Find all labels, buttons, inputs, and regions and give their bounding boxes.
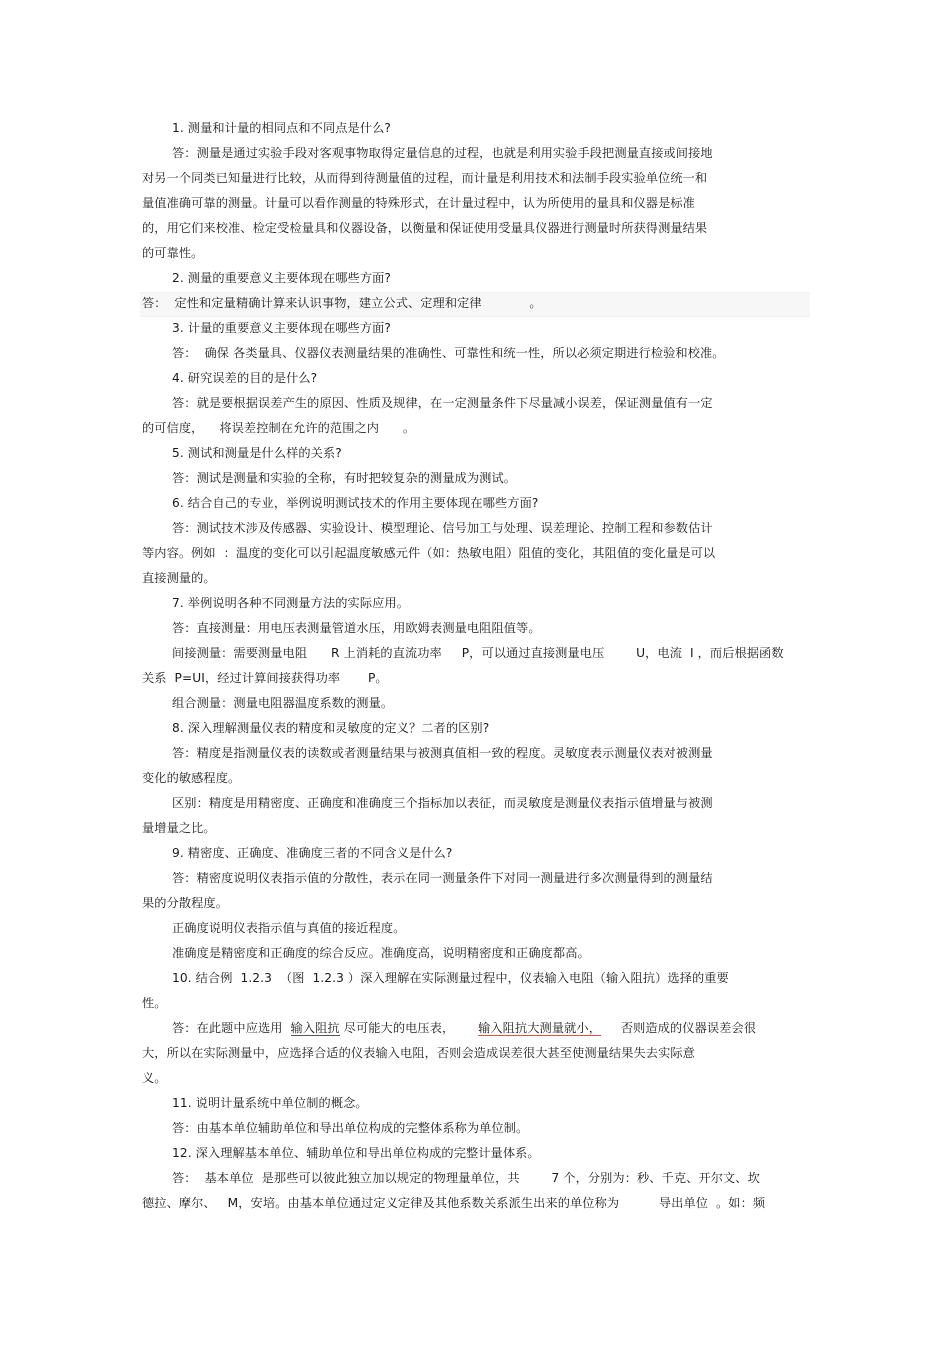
answer-line-underlined: [172, 1020, 756, 1036]
answer-line: 间接测量：需要测量电阻 R 上消耗的直流功率 P，可以通过直接测量电压 U，电流 I ，而后根据函数: [172, 646, 784, 660]
answer-line: 的可信度， 将误差控制在允许的范围之内 。: [142, 421, 416, 435]
answer-line: 答： 基本单位 是那些可以彼此独立加以规定的物理量单位，共 7 个，分别为：秒、千克、开尔文、坎: [172, 1171, 760, 1185]
answer-text: 尽可能大的电压表，: [339, 1021, 479, 1035]
question-2: 2. 测量的重要意义主要体现在哪些方面?: [172, 271, 391, 285]
answer-line: 答：精度是指测量仪表的读数或者测量结果与被测真值相一致的程度。灵敏度表示测量仪表对被测量: [172, 746, 713, 760]
answer-text: 否则造成的仪器误差会很: [600, 1021, 757, 1035]
question-6: 6. 结合自己的专业，举例说明测试技术的作用主要体现在哪些方面?: [172, 496, 539, 510]
answer-line: 区别：精度是用精密度、正确度和准确度三个指标加以表征，而灵敏度是测量仪表指示值增量与被测: [172, 796, 713, 810]
question-4: 4. 研究误差的目的是什么?: [172, 371, 318, 385]
answer-line: 直接测量的。: [142, 571, 216, 585]
answer-line: 的可靠性。: [142, 246, 204, 260]
underlined-term: 输入阻抗大测量就小，: [478, 1021, 601, 1035]
answer-line: 大，所以在实际测量中，应选择合适的仪表输入电阻，否则会造成误差很大甚至使测量结果失去实际意: [142, 1046, 695, 1060]
answer-line: 变化的敏感程度。: [142, 771, 241, 785]
answer-line: 答：就是要根据误差产生的原因、性质及规律，在一定测量条件下尽量减小误差，保证测量值有一定: [172, 396, 713, 410]
question-7: 7. 举例说明各种不同测量方法的实际应用。: [172, 596, 409, 610]
answer-line: 答：测量是通过实验手段对客观事物取得定量信息的过程，也就是利用实验手段把测量直接或间接地: [172, 146, 713, 160]
answer-line: 答： 定性和定量精确计算来认识事物，建立公式、定理和定律 。: [142, 296, 542, 310]
question-line: 性。: [142, 996, 167, 1010]
answer-line: 关系 P=UI，经过计算间接获得功率 P。: [142, 671, 388, 685]
answer-line: 正确度说明仪表指示值与真值的接近程度。: [172, 921, 406, 935]
answer-line: 答： 确保 各类量具、仪器仪表测量结果的准确性、可靠性和统一性，所以必须定期进行检验和校准。: [172, 346, 725, 360]
answer-line: 果的分散程度。: [142, 896, 229, 910]
answer-line: 答：测试技术涉及传感器、实验设计、模型理论、信号加工与处理、误差理论、控制工程和参数估计: [172, 521, 713, 535]
question-5: 5. 测试和测量是什么样的关系?: [172, 446, 342, 460]
answer-line: 义。: [142, 1071, 167, 1085]
answer-line: 德拉、摩尔、 M，安培。由基本单位通过定义定律及其他系数关系派生出来的单位称为 导出单位 。如：频: [142, 1196, 766, 1210]
answer-line: 的，用它们来校准、检定受检量具和仪器设备，以衡量和保证使用受量具仪器进行测量时所获得测量结果: [142, 221, 708, 235]
answer-line: 答：直接测量：用电压表测量管道水压，用欧姆表测量电阻阻值等。: [172, 621, 541, 635]
answer-line: 答：测试是测量和实验的全称，有时把较复杂的测量成为测试。: [172, 471, 517, 485]
question-11: 11. 说明计量系统中单位制的概念。: [172, 1096, 368, 1110]
answer-line: 等内容。例如 ：温度的变化可以引起温度敏感元件（如：热敏电阻）阻值的变化，其阻值的变化量是可以: [142, 546, 716, 560]
question-10: 10. 结合例 1.2.3 （图 1.2.3 ）深入理解在实际测量过程中，仪表输入电阻（输入阻抗）选择的重要: [172, 971, 729, 985]
answer-line: 答：精密度说明仪表指示值的分散性，表示在同一测量条件下对同一测量进行多次测量得到的测量结: [172, 871, 713, 885]
question-9: 9. 精密度、正确度、准确度三者的不同含义是什么?: [172, 846, 453, 860]
answer-line: 准确度是精密度和正确度的综合反应。准确度高，说明精密度和正确度都高。: [172, 946, 590, 960]
question-8: 8. 深入理解测量仪表的精度和灵敏度的定义？二者的区别?: [172, 721, 490, 735]
question-12: 12. 深入理解基本单位、辅助单位和导出单位构成的完整计量体系。: [172, 1146, 540, 1160]
answer-line: 量增量之比。: [142, 821, 216, 835]
answer-line: 组合测量：测量电阻器温度系数的测量。: [172, 696, 394, 710]
answer-line: 量值准确可靠的测量。计量可以看作测量的特殊形式，在计量过程中，认为所使用的量具和仪器是标准: [142, 196, 695, 210]
answer-line: 对另一个同类已知量进行比较，从而得到待测量值的过程，而计量是利用技术和法制手段实验单位统一和: [142, 171, 708, 185]
question-1: 1. 测量和计量的相同点和不同点是什么?: [172, 121, 391, 135]
answer-text: 答：在此题中应选用: [172, 1021, 283, 1035]
answer-line: 答：由基本单位辅助单位和导出单位构成的完整体系称为单位制。: [172, 1121, 529, 1135]
underlined-term: 输入阻抗: [290, 1021, 340, 1035]
question-3: 3. 计量的重要意义主要体现在哪些方面?: [172, 321, 391, 335]
